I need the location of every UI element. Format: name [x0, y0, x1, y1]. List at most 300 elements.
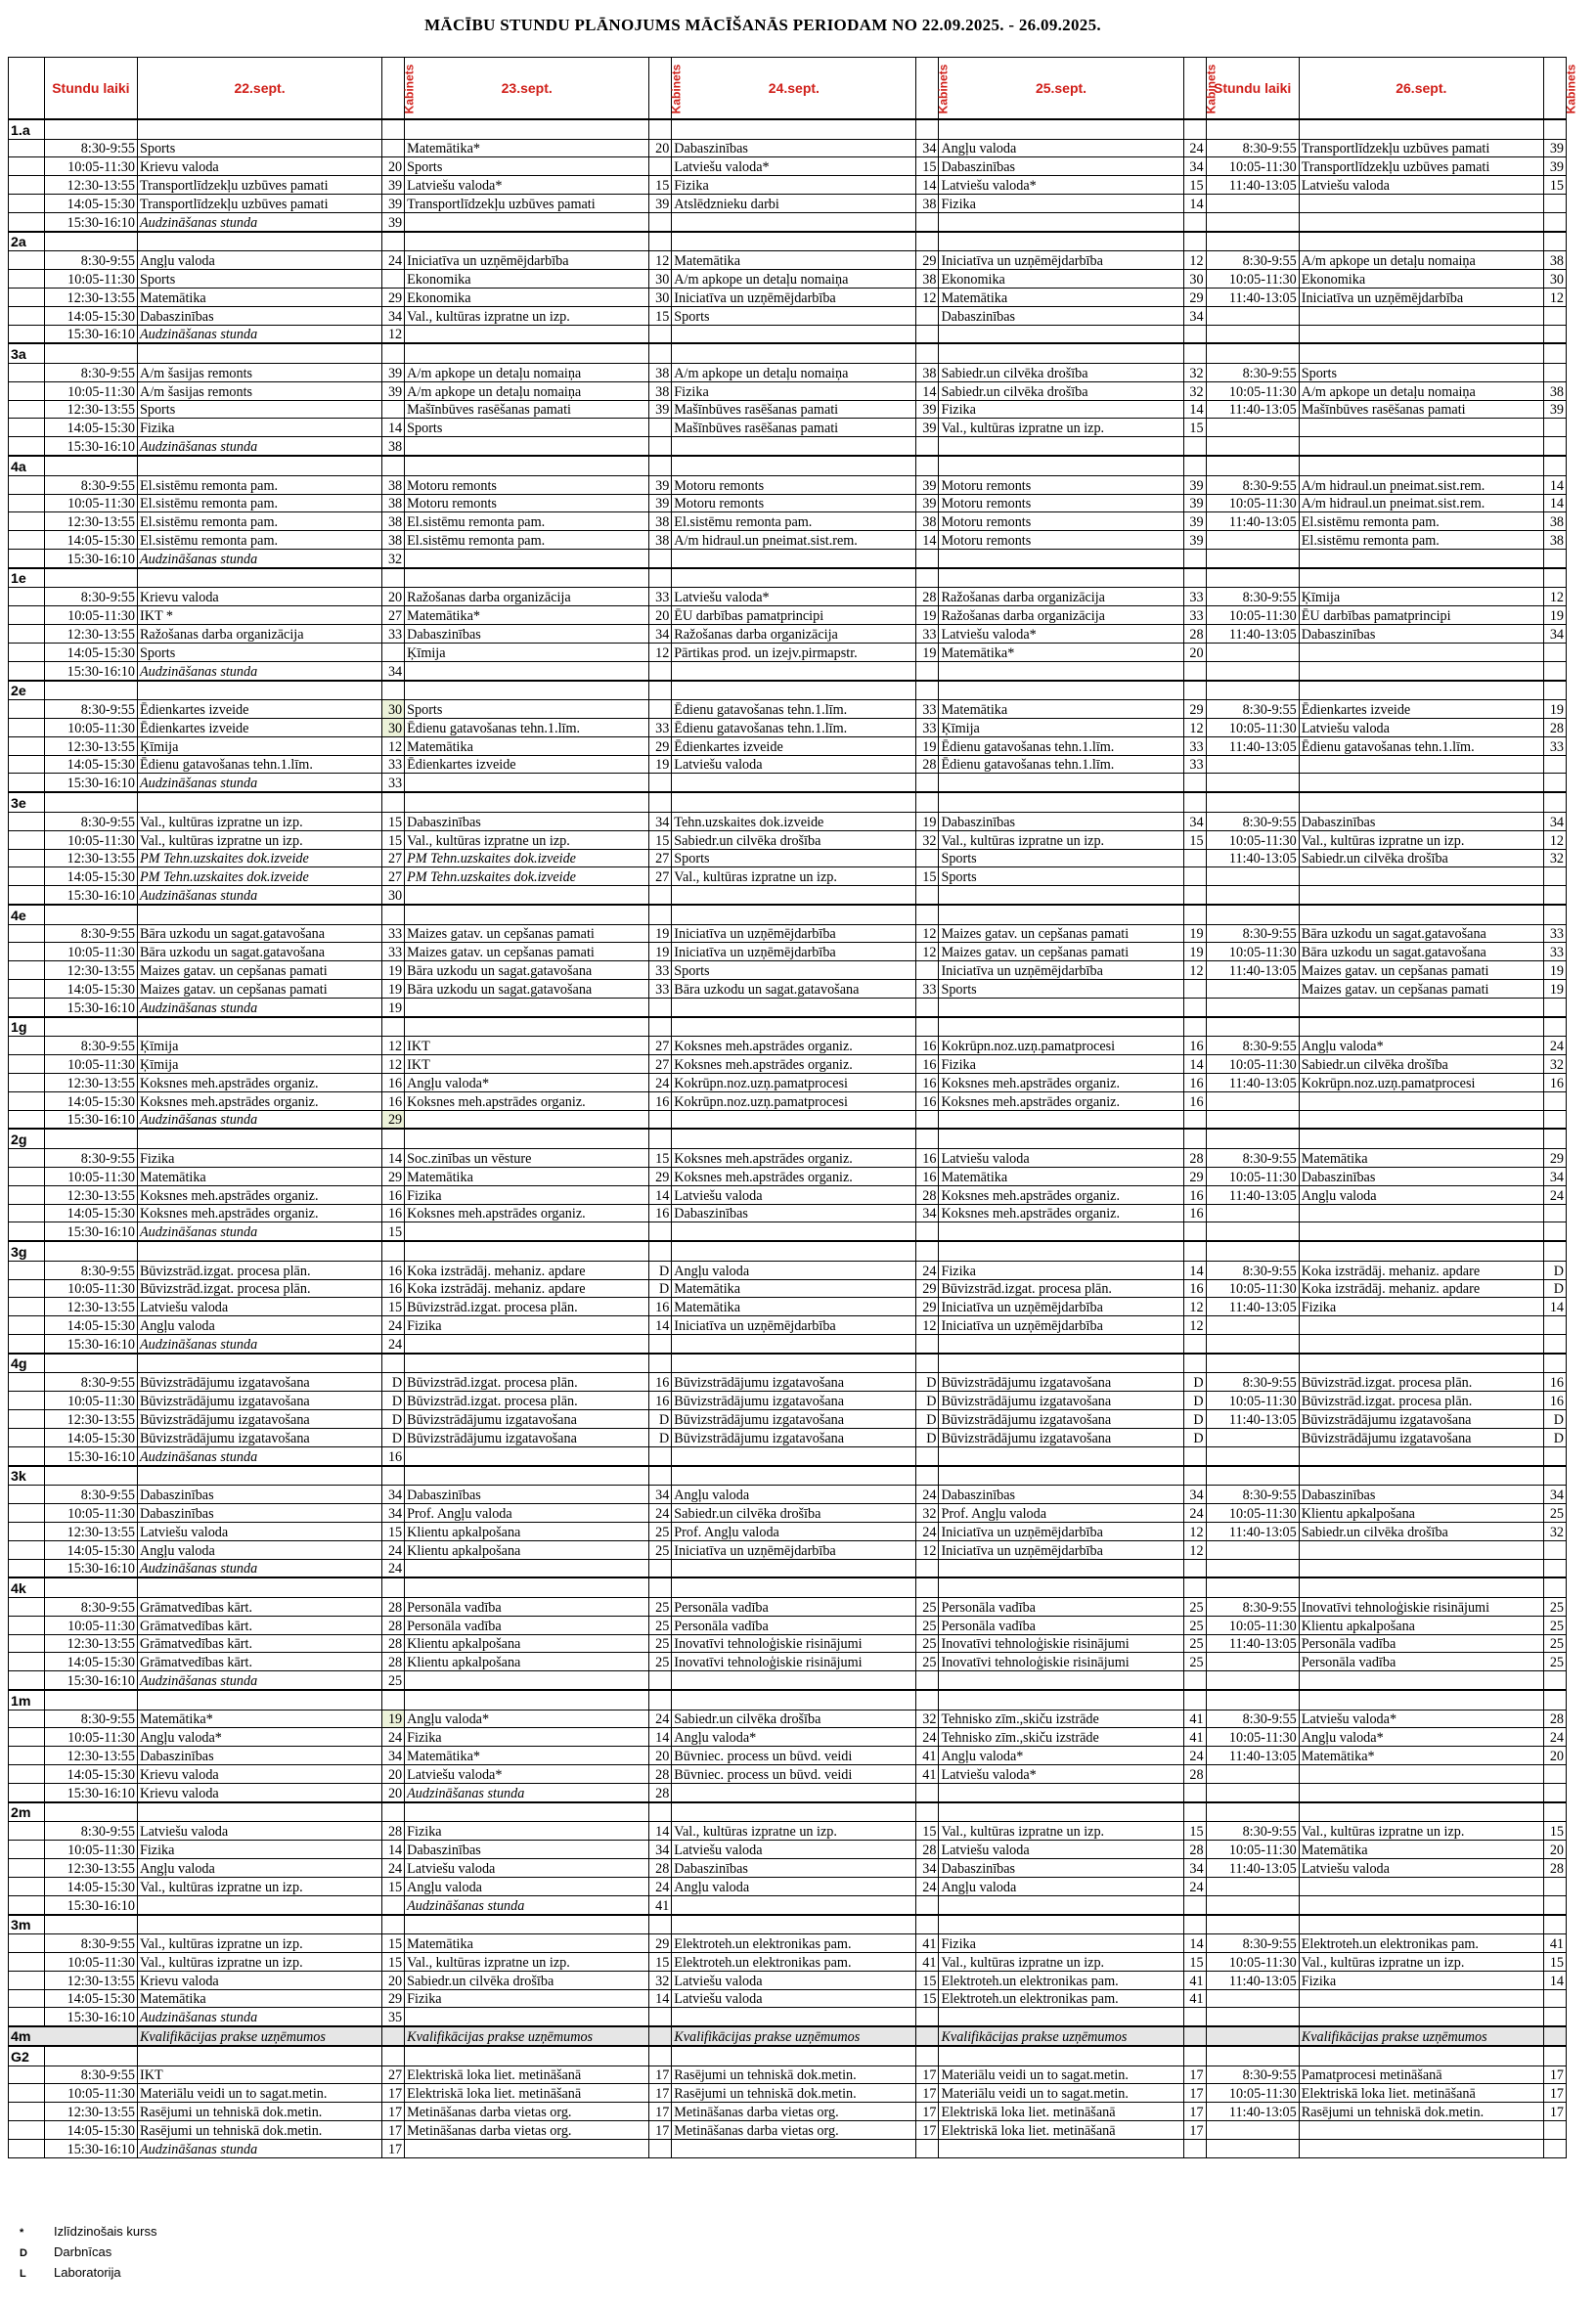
- time-cell: 10:05-11:30: [1206, 1728, 1299, 1747]
- time-cell: 12:30-13:55: [44, 1634, 137, 1653]
- timetable-body: [9, 119, 1567, 2157]
- room-cell: 39: [1543, 157, 1566, 176]
- room-cell: 39: [916, 475, 939, 494]
- room-cell: 34: [1183, 157, 1206, 176]
- subject-cell: Dabaszinības: [939, 306, 1183, 325]
- room-cell: 16: [382, 1091, 405, 1110]
- subject-cell: Ēdienkartes izveide: [1299, 700, 1543, 719]
- subject-cell: [1299, 195, 1543, 213]
- group-col-cell: [9, 475, 45, 494]
- group-col-cell: [9, 2066, 45, 2084]
- subject-cell: Sports: [1299, 363, 1543, 381]
- subject-cell: Kokrūpn.noz.uzņ.pamatprocesi: [672, 1091, 916, 1110]
- group-label: 1e: [9, 568, 45, 588]
- subject-cell: Sports: [672, 849, 916, 867]
- time-cell: 10:05-11:30: [1206, 830, 1299, 849]
- group-label: 4a: [9, 456, 45, 475]
- blank-cell: [672, 1241, 916, 1261]
- room-cell: 19: [1183, 924, 1206, 943]
- blank-cell: [1183, 456, 1206, 475]
- room-cell: 34: [916, 139, 939, 157]
- group-header-row: [9, 1017, 1567, 1037]
- subject-cell: Angļu valoda: [137, 1540, 381, 1559]
- blank-cell: [1206, 792, 1299, 812]
- subject-cell: [1299, 306, 1543, 325]
- subject-cell: Personāla vadība: [405, 1616, 649, 1634]
- room-cell: 15: [1183, 419, 1206, 437]
- blank-cell: [1206, 1241, 1299, 1261]
- room-cell: 39: [1183, 475, 1206, 494]
- blank-cell: [1543, 343, 1566, 363]
- subject-cell: Inovatīvi tehnoloģiskie risinājumi: [1299, 1597, 1543, 1616]
- blank-cell: [1543, 905, 1566, 924]
- room-cell: 39: [1183, 512, 1206, 531]
- blank-cell: [44, 905, 137, 924]
- blank-cell: [1206, 681, 1299, 700]
- time-cell: 8:30-9:55: [44, 251, 137, 270]
- legend-item: D Darbnīcas: [20, 2244, 112, 2259]
- subject-cell: Audzināšanas stunda: [137, 437, 381, 456]
- blank-cell: [405, 1915, 649, 1934]
- group-col-cell: [9, 1822, 45, 1841]
- subject-cell: Kokrūpn.noz.uzņ.pamatprocesi: [672, 1073, 916, 1091]
- subject-cell: [405, 437, 649, 456]
- time-cell: 14:05-15:30: [44, 980, 137, 999]
- blank-cell: [1206, 1466, 1299, 1486]
- subject-cell: Koksnes meh.apstrādes organiz.: [137, 1073, 381, 1091]
- subject-cell: Sabiedr.un cilvēka drošība: [1299, 849, 1543, 867]
- room-cell: 25: [382, 1671, 405, 1690]
- subject-cell: Personāla vadība: [939, 1616, 1183, 1634]
- room-cell: 16: [382, 1446, 405, 1465]
- time-cell: 10:05-11:30: [1206, 1392, 1299, 1410]
- group-label: 3a: [9, 343, 45, 363]
- room-cell: 32: [916, 830, 939, 849]
- subject-cell: A/m apkope un detaļu nomaiņa: [405, 381, 649, 400]
- room-cell: [1543, 419, 1566, 437]
- subject-cell: Bāra uzkodu un sagat.gatavošana: [1299, 924, 1543, 943]
- room-cell: [1543, 886, 1566, 905]
- blank-cell: [382, 905, 405, 924]
- group-header-row: [9, 1241, 1567, 1261]
- time-cell: 12:30-13:55: [44, 625, 137, 644]
- subject-cell: [939, 212, 1183, 231]
- time-cell: 14:05-15:30: [44, 867, 137, 886]
- time-cell: 8:30-9:55: [1206, 1822, 1299, 1841]
- blank-cell: [405, 568, 649, 588]
- blank-cell: [1183, 1017, 1206, 1037]
- subject-cell: Matemātika*: [405, 139, 649, 157]
- group-col-cell: [9, 736, 45, 755]
- subject-cell: [1299, 419, 1543, 437]
- blank-cell: [382, 1241, 405, 1261]
- time-cell: 8:30-9:55: [44, 700, 137, 719]
- subject-cell: Maizes gatav. un cepšanas pamati: [939, 943, 1183, 961]
- room-cell: D: [916, 1410, 939, 1429]
- room-cell: 38: [1543, 512, 1566, 531]
- blank-cell: [916, 1354, 939, 1373]
- table-row: [9, 1653, 1567, 1671]
- table-row: [9, 643, 1567, 661]
- subject-cell: Maizes gatav. un cepšanas pamati: [1299, 961, 1543, 980]
- subject-cell: Audzināšanas stunda: [137, 325, 381, 343]
- blank-cell: [1543, 1017, 1566, 1037]
- blank-cell: [672, 792, 916, 812]
- blank-cell: [649, 681, 672, 700]
- subject-cell: Elektriskā loka liet. metināšanā: [405, 2066, 649, 2084]
- room-cell: [1183, 212, 1206, 231]
- subject-cell: Materiālu veidi un to sagat.metin.: [939, 2084, 1183, 2103]
- subject-cell: PM Tehn.uzskaites dok.izveide: [137, 867, 381, 886]
- banner-text: Kvalifikācijas prakse uzņēmumos: [137, 2026, 381, 2046]
- room-cell: [916, 325, 939, 343]
- table-row: [9, 661, 1567, 680]
- time-cell: 11:40-13:05: [1206, 400, 1299, 419]
- subject-cell: Latviešu valoda: [939, 1148, 1183, 1167]
- time-cell: 11:40-13:05: [1206, 1971, 1299, 1989]
- room-cell: [649, 1222, 672, 1241]
- blank-cell: [1183, 343, 1206, 363]
- subject-cell: Fizika: [137, 419, 381, 437]
- subject-cell: Motoru remonts: [939, 512, 1183, 531]
- room-cell: [916, 212, 939, 231]
- room-cell: [1183, 774, 1206, 792]
- subject-cell: Koksnes meh.apstrādes organiz.: [672, 1167, 916, 1185]
- room-cell: [916, 2139, 939, 2157]
- table-row: [9, 1710, 1567, 1728]
- blank-cell: [382, 1577, 405, 1597]
- subject-cell: Sports: [137, 270, 381, 289]
- room-cell: 38: [649, 531, 672, 550]
- subject-cell: Audzināšanas stunda: [137, 1335, 381, 1354]
- time-cell: 10:05-11:30: [44, 1841, 137, 1859]
- time-cell: 10:05-11:30: [1206, 1503, 1299, 1522]
- room-cell: 15: [1543, 176, 1566, 195]
- subject-cell: Transportlīdzekļu uzbūves pamati: [137, 176, 381, 195]
- group-col-cell: [9, 270, 45, 289]
- subject-cell: Iniciatīva un uzņēmējdarbība: [939, 1298, 1183, 1316]
- subject-cell: Fizika: [405, 1728, 649, 1747]
- subject-cell: Būvizstrād.izgat. procesa plān.: [137, 1261, 381, 1279]
- room-cell: 17: [382, 2139, 405, 2157]
- room-cell: 17: [1183, 2121, 1206, 2140]
- subject-cell: Rasējumi un tehniskā dok.metin.: [672, 2084, 916, 2103]
- subject-cell: Audzināšanas stunda: [137, 1222, 381, 1241]
- room-cell: 41: [916, 1934, 939, 1953]
- room-cell: 24: [649, 1710, 672, 1728]
- time-cell: 8:30-9:55: [1206, 1373, 1299, 1392]
- blank-cell: [939, 2046, 1183, 2066]
- room-cell: 28: [1543, 718, 1566, 736]
- table-row: [9, 1261, 1567, 1279]
- room-cell: [1183, 1671, 1206, 1690]
- time-cell: 15:30-16:10: [44, 1222, 137, 1241]
- subject-cell: Maizes gatav. un cepšanas pamati: [1299, 980, 1543, 999]
- room-cell: 32: [916, 1503, 939, 1522]
- subject-cell: Angļu valoda: [672, 1486, 916, 1504]
- subject-cell: [939, 661, 1183, 680]
- subject-cell: [672, 437, 916, 456]
- table-row: [9, 1765, 1567, 1784]
- room-cell: [916, 998, 939, 1016]
- group-col-cell: [9, 1710, 45, 1728]
- time-cell: [1206, 1559, 1299, 1577]
- table-row: [9, 475, 1567, 494]
- subject-cell: Motoru remonts: [672, 494, 916, 512]
- blank-cell: [672, 456, 916, 475]
- subject-cell: Sabiedr.un cilvēka drošība: [939, 363, 1183, 381]
- room-cell: [1543, 1989, 1566, 2008]
- room-cell: 29: [649, 1934, 672, 1953]
- room-cell: 16: [916, 1055, 939, 1074]
- room-cell: 25: [916, 1653, 939, 1671]
- room-cell: 25: [1183, 1616, 1206, 1634]
- time-cell: 8:30-9:55: [1206, 1486, 1299, 1504]
- table-row: [9, 1073, 1567, 1091]
- subject-cell: Metināšanas darba vietas org.: [672, 2121, 916, 2140]
- table-row: [9, 195, 1567, 213]
- room-cell: 41: [1543, 1934, 1566, 1953]
- room-cell: 25: [649, 1616, 672, 1634]
- group-label: 2a: [9, 232, 45, 251]
- blank-cell: [137, 343, 381, 363]
- blank-cell: [916, 232, 939, 251]
- blank-cell: [939, 119, 1183, 139]
- blank-cell: [405, 905, 649, 924]
- blank-cell: [1299, 343, 1543, 363]
- time-cell: 8:30-9:55: [1206, 251, 1299, 270]
- time-cell: 14:05-15:30: [44, 643, 137, 661]
- room-cell: 28: [649, 1783, 672, 1801]
- subject-cell: Klientu apkalpošana: [405, 1522, 649, 1540]
- room-cell: [916, 849, 939, 867]
- blank-cell: [672, 1915, 916, 1934]
- time-cell: 8:30-9:55: [44, 1261, 137, 1279]
- room-cell: [1183, 1559, 1206, 1577]
- blank-cell: [137, 1241, 381, 1261]
- time-cell: [1206, 437, 1299, 456]
- room-cell: 25: [649, 1540, 672, 1559]
- table-row: [9, 1486, 1567, 1504]
- room-cell: [1183, 849, 1206, 867]
- room-cell: 34: [649, 812, 672, 830]
- blank-cell: [1183, 905, 1206, 924]
- room-cell: [1543, 363, 1566, 381]
- subject-cell: Audzināšanas stunda: [137, 1671, 381, 1690]
- blank-cell: [382, 792, 405, 812]
- time-cell: [1206, 531, 1299, 550]
- room-cell: 39: [916, 419, 939, 437]
- time-cell: 14:05-15:30: [44, 1653, 137, 1671]
- subject-cell: El.sistēmu remonta pam.: [137, 475, 381, 494]
- room-cell: 28: [916, 755, 939, 774]
- room-cell: 32: [1183, 363, 1206, 381]
- subject-cell: [939, 1110, 1183, 1129]
- room-cell: 28: [1183, 1841, 1206, 1859]
- group-col-cell: [9, 1877, 45, 1895]
- group-header-row: [9, 343, 1567, 363]
- room-cell: [1183, 980, 1206, 999]
- blank-cell: [672, 2046, 916, 2066]
- subject-cell: Koksnes meh.apstrādes organiz.: [137, 1091, 381, 1110]
- room-cell: 24: [649, 1073, 672, 1091]
- room-cell: [1543, 643, 1566, 661]
- subject-cell: Matemātika*: [405, 606, 649, 625]
- room-cell: 19: [1543, 700, 1566, 719]
- blank-cell: [405, 1466, 649, 1486]
- subject-cell: Fizika: [405, 1185, 649, 1204]
- blank-cell: [939, 681, 1183, 700]
- subject-cell: Latviešu valoda: [672, 755, 916, 774]
- time-cell: 8:30-9:55: [1206, 1710, 1299, 1728]
- room-cell: 19: [916, 736, 939, 755]
- time-cell: 15:30-16:10: [44, 998, 137, 1016]
- time-cell: 15:30-16:10: [44, 325, 137, 343]
- group-col-cell: [9, 1522, 45, 1540]
- time-cell: [1206, 550, 1299, 568]
- subject-cell: Val., kultūras izpratne un izp.: [405, 306, 649, 325]
- room-cell: [1543, 550, 1566, 568]
- blank-cell: [1543, 456, 1566, 475]
- time-cell: 10:05-11:30: [44, 270, 137, 289]
- blank-cell: [649, 1354, 672, 1373]
- room-cell: 14: [649, 1989, 672, 2008]
- time-cell: 10:05-11:30: [1206, 1167, 1299, 1185]
- subject-cell: Elektriskā loka liet. metināšanā: [1299, 2084, 1543, 2103]
- time-cell: [1206, 325, 1299, 343]
- blank-cell: [939, 1466, 1183, 1486]
- blank-cell: [1543, 1690, 1566, 1710]
- room-cell: D: [916, 1373, 939, 1392]
- legend: [20, 2221, 156, 2283]
- room-cell: 12: [916, 943, 939, 961]
- room-cell: 38: [1543, 251, 1566, 270]
- room-cell: [1183, 550, 1206, 568]
- subject-cell: [939, 437, 1183, 456]
- room-cell: 41: [916, 1952, 939, 1971]
- group-col-cell: [9, 1410, 45, 1429]
- subject-cell: Ekonomika: [939, 270, 1183, 289]
- subject-cell: Matemātika: [939, 1167, 1183, 1185]
- blank-cell: [1299, 1690, 1543, 1710]
- table-row: [9, 1822, 1567, 1841]
- time-cell: 14:05-15:30: [44, 1428, 137, 1446]
- group-label: 4k: [9, 1577, 45, 1597]
- subject-cell: El.sistēmu remonta pam.: [137, 494, 381, 512]
- time-cell: 12:30-13:55: [44, 736, 137, 755]
- subject-cell: Iniciatīva un uzņēmējdarbība: [405, 251, 649, 270]
- group-col-cell: [9, 1747, 45, 1765]
- room-cell: [649, 2008, 672, 2026]
- subject-cell: Angļu valoda*: [405, 1073, 649, 1091]
- room-cell: 15: [382, 1952, 405, 1971]
- table-row: [9, 176, 1567, 195]
- group-col-cell: [9, 531, 45, 550]
- room-cell: 14: [649, 1185, 672, 1204]
- subject-cell: Latviešu valoda: [1299, 718, 1543, 736]
- room-cell: [1183, 1110, 1206, 1129]
- group-col-cell: [9, 1428, 45, 1446]
- room-cell: 34: [916, 1204, 939, 1222]
- room-cell: [1543, 1222, 1566, 1241]
- blank-cell: [672, 1017, 916, 1037]
- room-cell: D: [916, 1392, 939, 1410]
- subject-cell: Dabaszinības: [405, 1486, 649, 1504]
- room-cell: [382, 400, 405, 419]
- time-cell: 10:05-11:30: [1206, 1279, 1299, 1298]
- group-header-row: [9, 1577, 1567, 1597]
- room-cell: [916, 1783, 939, 1801]
- time-cell: 15:30-16:10: [44, 661, 137, 680]
- group-col-cell: [9, 212, 45, 231]
- subject-cell: Ēdienkartes izveide: [405, 755, 649, 774]
- subject-cell: Motoru remonts: [405, 475, 649, 494]
- table-row: [9, 419, 1567, 437]
- time-cell: [1206, 1110, 1299, 1129]
- time-cell: [1206, 1428, 1299, 1446]
- blank-cell: [649, 456, 672, 475]
- time-cell: 11:40-13:05: [1206, 961, 1299, 980]
- room-cell: 32: [1543, 1055, 1566, 1074]
- group-col-cell: [9, 1261, 45, 1279]
- table-row: [9, 270, 1567, 289]
- room-cell: 12: [916, 288, 939, 306]
- table-row: [9, 2084, 1567, 2103]
- subject-cell: Krievu valoda: [137, 1765, 381, 1784]
- table-row: [9, 288, 1567, 306]
- room-cell: 34: [1543, 1167, 1566, 1185]
- subject-cell: Iniciatīva un uzņēmējdarbība: [939, 1316, 1183, 1335]
- room-cell: 15: [382, 830, 405, 849]
- time-cell: 10:05-11:30: [1206, 718, 1299, 736]
- room-cell: [1543, 2121, 1566, 2140]
- subject-cell: Tehn.uzskaites dok.izveide: [672, 812, 916, 830]
- subject-cell: Maizes gatav. un cepšanas pamati: [405, 943, 649, 961]
- blank-cell: [916, 1802, 939, 1822]
- subject-cell: Ķīmija: [939, 718, 1183, 736]
- group-col-cell: [9, 381, 45, 400]
- time-cell: [1206, 306, 1299, 325]
- blank-cell: [939, 568, 1183, 588]
- subject-cell: Audzināšanas stunda: [137, 1446, 381, 1465]
- blank-cell: [405, 1802, 649, 1822]
- table-row: [9, 1841, 1567, 1859]
- subject-cell: El.sistēmu remonta pam.: [405, 512, 649, 531]
- time-cell: 14:05-15:30: [44, 195, 137, 213]
- subject-cell: Ēdienu gatavošanas tehn.1.līm.: [405, 718, 649, 736]
- room-cell: 12: [382, 1037, 405, 1055]
- subject-cell: Angļu valoda: [137, 1858, 381, 1877]
- room-cell: 17: [649, 2066, 672, 2084]
- time-cell: [1206, 2008, 1299, 2026]
- table-row: [9, 139, 1567, 157]
- group-col-cell: [9, 195, 45, 213]
- room-cell: 39: [382, 176, 405, 195]
- subject-cell: Mašīnbūves rasēšanas pamati: [672, 400, 916, 419]
- blank-cell: [382, 456, 405, 475]
- room-cell: 12: [1183, 961, 1206, 980]
- room-cell: 12: [1183, 1522, 1206, 1540]
- room-cell: 15: [382, 1934, 405, 1953]
- subject-cell: Matemātika*: [1299, 1747, 1543, 1765]
- room-cell: 27: [649, 1055, 672, 1074]
- room-cell: [916, 1671, 939, 1690]
- room-cell: 12: [916, 924, 939, 943]
- group-col-cell: [9, 867, 45, 886]
- room-cell: 17: [1183, 2066, 1206, 2084]
- room-cell: [1183, 1335, 1206, 1354]
- group-col-cell: [9, 1335, 45, 1354]
